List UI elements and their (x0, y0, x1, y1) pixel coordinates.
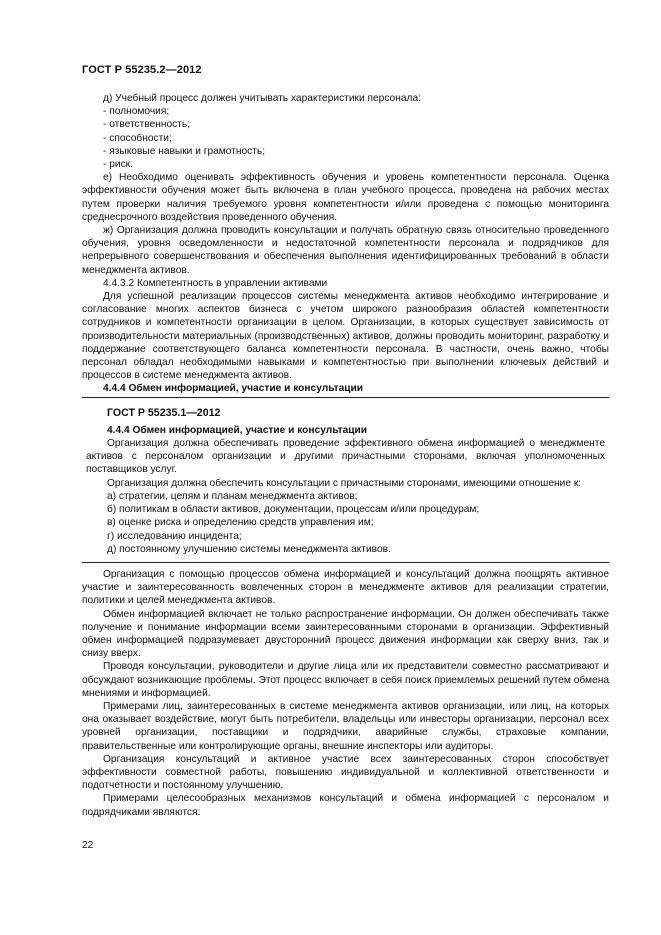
box-list-item: д) постоянному улучшению системы менеджмента активов. (107, 543, 391, 555)
document-body (82, 92, 609, 819)
list-item: - риск. (103, 159, 133, 171)
paragraph: е) Необходимо оценивать эффективность обучения и уровень компетентности персонала. Оценка эффективности обучения может быть включена в план учебного процесса, проведена на рабочих местах путем проверки наличия требуемого уровня компетентности и/или проведена с помощью мониторинга среднесрочного воздействия проведенного обучения. (82, 172, 609, 223)
paragraph: Организация с помощью процессов обмена информацией и консультаций должна поощрять активное участие и заинтересованность вовлеченных сторон в менеджменте активов для реализации стратегии, политики и целей менеджмента активов. (82, 568, 609, 607)
paragraph: Примерами целесообразных механизмов консультаций и обмена информацией с персоналом и подрядчиками являются: (82, 793, 609, 818)
quoted-standard-box (82, 397, 609, 563)
paragraph: Для успешной реализации процессов системы менеджмента активов необходимо интегрирование и согласование многих аспектов бизнеса с учетом широкого разнообразия областей компетентности сотрудников и компетентности организации в целом. Организации, в которых существует зависимость от производительности материальных (производственных) активов, должны проводить мониторинг, разработку и поддержание соответствующего баланса компетентности персонала. В частности, очень важно, чтобы персонал обладал необходимыми навыками и компетентностью при выполнении ключевых действий и процессов в системе менеджмента активов. (82, 291, 609, 382)
box-standard-title: ГОСТ Р 55235.1—2012 (107, 406, 221, 419)
box-paragraph: Организация должна обеспечивать проведение эффективного обмена информацией о менеджменте активов с персоналом организации и другими причастными сторонами, включая уполномоченных поставщиков услуг. (86, 438, 605, 476)
subsection-title: 4.4.3.2 Компетентность в управлении активами (103, 277, 328, 289)
box-list-item: а) стратегии, целям и планам менеджмента активов; (107, 490, 358, 502)
paragraph: Примерами лиц, заинтересованных в системе менеджмента активов организации, или лиц, на которых она оказывает воздействие, могут быть потребители, владельцы или инвесторы организации, персонал всех уровней организации, поставщики и подрядчики, аварийные службы, страховые компании, правительственные или контролирующие органы, внешние инспекторы или аудиторы. (82, 700, 609, 752)
paragraph: Проводя консультации, руководители и другие лица или их представители совместно рассматривают и обсуждают возникающие проблемы. Этот процесс включает в себя поиск приемлемых решений путем обмена мнениями и информацией. (82, 661, 609, 699)
paragraph: д) Учебный процесс должен учитывать характеристики персонала: (103, 93, 421, 104)
paragraph: Организация консультаций и активное участие всех заинтересованных сторон способствует эффективности совместной работы, повышению индивидуальной и коллективной ответственности и подотчетности и постоянному улучшению. (82, 753, 609, 792)
box-heading: 4.4.4 Обмен информацией, участие и консультации (107, 424, 368, 436)
box-paragraph: Организация должна обеспечить консультации с причастными сторонами, имеющими отношение к: (107, 477, 582, 489)
document-header-standard: ГОСТ Р 55235.2—2012 (82, 64, 202, 76)
page-number: 22 (82, 840, 94, 851)
box-list-item: б) политикам в области активов, документации, процессам и/или процедурам; (107, 504, 480, 516)
box-list-item: г) исследованию инцидента; (107, 530, 242, 542)
box-list-item: в) оценке риска и определению средств управления им; (107, 517, 374, 529)
list-item: - способности; (103, 132, 172, 144)
section-heading: 4.4.4 Обмен информацией, участие и консультации (103, 383, 364, 395)
list-item: - языковые навыки и грамотность; (103, 145, 266, 157)
list-item: - полномочия; (103, 106, 170, 118)
list-item: - ответственность; (103, 119, 191, 131)
paragraph: ж) Организация должна проводить консультации и получать обратную связь относительно проведенного обучения, уровня осведомленности и недостаточной компетентности персонала и подрядчиков для непрерывного совершенствования и обеспечения выполнения идентифицированных требований в области менеджмента активов. (82, 225, 609, 276)
paragraph: Обмен информацией включает не только распространение информации. Он должен обеспечивать также получение и понимание информации всеми заинтересованными сторонами в организации. Эффективный обмен информацией подразумевает двусторонний процесс движения информации как сверху вниз, так и снизу вверх. (82, 608, 609, 660)
